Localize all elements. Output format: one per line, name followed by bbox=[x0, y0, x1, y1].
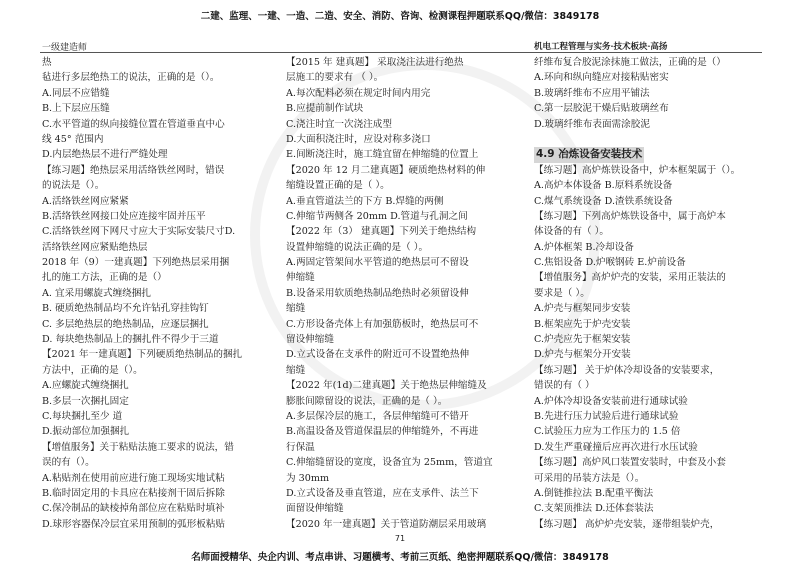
text-line: 【2020 年一建真题】关于管道防潮层采用玻璃 bbox=[286, 518, 487, 530]
text-line: C.支架顶推法 D.还体套装法 bbox=[534, 503, 654, 515]
text-line: A.同层不应错缝 bbox=[42, 87, 110, 99]
text-line: D. 每块绝热制品上的捆扎件不得少于三道 bbox=[42, 334, 219, 346]
text-line: B.先进行压力试验后进行通球试验 bbox=[534, 410, 679, 422]
text-line: E.间断浇注时，施工缝宜留在伸缩缝的位置上 bbox=[286, 149, 479, 161]
text-line: C.伸缩缝留设的宽度，设备宜为 25mm，管道宜 bbox=[286, 457, 493, 469]
text-line: 体设备的有（ ）。 bbox=[534, 226, 609, 238]
text-line: A.炉壳与框架同步安装 bbox=[534, 303, 631, 315]
text-line: D.球形容器保冷层宜采用预制的弧形板粘贴 bbox=[42, 518, 226, 530]
text-line: 【练习题】 高炉炉壳安装，逐带组装炉壳， bbox=[534, 518, 720, 530]
bottom-contact-banner: 名师面授精华、央企内训、考点串讲、习题横考、考前三页纸、绝密押题联系QQ/微信：3849178 bbox=[191, 552, 609, 563]
text-line: D.立式设备在支承件的附近可不设置绝热伸 bbox=[286, 349, 470, 361]
text-line: 缩缝设置正确的是（ ）。 bbox=[286, 180, 390, 192]
text-line: 为 30mm bbox=[286, 472, 330, 484]
text-line: B.框架应先于炉壳安装 bbox=[534, 318, 631, 330]
text-line: 【2022 年(1d)二建真题】关于绝热层伸缩缝及 bbox=[286, 380, 487, 392]
text-line: 膨胀间隙留设的说法，正确的是（ ）。 bbox=[286, 395, 448, 407]
text-line: 可采用的吊装方法是（）。 bbox=[534, 472, 645, 484]
text-line: 【练习题】 关于炉体冷却设备的安装要求， bbox=[534, 364, 720, 376]
text-line: 【2022 年（3） 建真题】下列关于绝热结构 bbox=[286, 226, 477, 238]
text-line: 错误的有（ ） bbox=[534, 380, 595, 392]
text-line: 2018 年（9）一建真题】下列绝热层采用捆 bbox=[42, 257, 230, 269]
text-line: C.第一层胶泥干燥后贴玻璃丝布 bbox=[534, 103, 669, 115]
book-series-header: 一级建造师 bbox=[42, 43, 88, 53]
text-line: 活络铁丝网应紧贴绝热层 bbox=[42, 241, 148, 253]
text-line: B.活络铁丝网接口处应连接牢固并压平 bbox=[42, 210, 206, 222]
text-line: 扎的施工方法，正确的是（） bbox=[42, 272, 167, 284]
text-line: 【练习题】绝热层采用活络铁丝网时，错误 bbox=[42, 164, 225, 176]
chapter-header: 机电工程管理与实务·技术板块·高扬 bbox=[534, 42, 668, 52]
text-line: A.两固定管架间水平管道的绝热层可不留设 bbox=[286, 257, 469, 269]
text-line: 线 45° 范围内 bbox=[42, 133, 104, 145]
text-line: D.立式设备及垂直管道，应在支承件、法兰下 bbox=[286, 487, 479, 499]
text-line: 伸缩缝 bbox=[286, 272, 315, 284]
section-heading-line bbox=[534, 147, 762, 162]
text-line: B.上下层应压缝 bbox=[42, 103, 110, 115]
text-line: A.粘贴剂在使用前应进行施工现场实地试粘 bbox=[42, 472, 225, 484]
text-line: C.浇注时宜一次浇注成型 bbox=[286, 118, 392, 130]
text-line: D.内层绝热层不进行严缝处理 bbox=[42, 149, 168, 161]
text-line: 【练习题】高炉风口装置安装时，中套及小套 bbox=[534, 457, 726, 469]
text-line: C.试验压力应为工作压力的 1.5 倍 bbox=[534, 426, 681, 438]
text-line: 缩缝 bbox=[286, 303, 306, 315]
text-line: 误的有（）。 bbox=[42, 457, 95, 469]
text-line: A.每次配料必须在规定时间内用完 bbox=[286, 87, 431, 99]
text-line: B.玻璃纤维布不应用平铺法 bbox=[534, 87, 650, 99]
column-right bbox=[534, 55, 762, 532]
text-line: B. 硬质绝热制品均不允许钻孔穿挂钩钉 bbox=[42, 303, 209, 315]
text-line: C.伸缩节两侧各 20mm D.管道与孔洞之间 bbox=[286, 210, 468, 222]
text-line: A.活络铁丝网应紧紧 bbox=[42, 195, 129, 207]
text-line: 【练习题】下列高炉炼铁设备中，属于高炉本 bbox=[534, 210, 726, 222]
text-line: 面留设伸缩缝 bbox=[286, 503, 344, 515]
text-line: 缩缝 bbox=[286, 364, 306, 376]
text-line: D.发生严重碰撞后应再次进行水压试验 bbox=[534, 441, 698, 453]
text-line: C.炉壳应先于框架安装 bbox=[534, 334, 631, 346]
text-line: D.玻璃纤维布表面需涂胶泥 bbox=[534, 118, 650, 130]
text-line: 设置伸缩缝的说法正确的是（ ）。 bbox=[286, 241, 429, 253]
text-line: 【练习题】高炉炼铁设备中，炉本框架属于（）。 bbox=[534, 164, 741, 176]
text-line: D.振动部位加强捆扎 bbox=[42, 426, 130, 438]
text-line: 【增值服务】高炉炉壳的安装，采用正装法的 bbox=[534, 272, 726, 284]
header-divider bbox=[40, 52, 762, 53]
text-line: A.炉体冷却设备安装前进行通球试验 bbox=[534, 395, 688, 407]
text-line: C.焦铝设备 D.炉喉钢砖 E.炉前设备 bbox=[534, 257, 686, 269]
text-line: 要求是（ ）。 bbox=[534, 287, 590, 299]
text-line: 的说法是（）。 bbox=[42, 180, 105, 192]
text-line: A.环向和纵向缝应对接粘贴密实 bbox=[534, 72, 669, 84]
text-line: D.大面积浇注时，应设对称多浇口 bbox=[286, 133, 431, 145]
text-line: A.炉体框架 B.冷却设备 bbox=[534, 241, 634, 253]
text-line: C. 多层绝热层的绝热制品，应逐层捆扎 bbox=[42, 318, 209, 330]
text-line: 行保温 bbox=[286, 441, 315, 453]
top-contact-banner: 二建、监理、一建、一造、二造、安全、消防、咨询、检测课程押题联系QQ/微信：3849178 bbox=[200, 11, 600, 22]
text-line: C.活络铁丝网下网尺寸应大于实际安装尺寸D. bbox=[42, 226, 236, 238]
text-line: C.保冷制品的缺棱掉角部位应在粘贴时填补 bbox=[42, 503, 225, 515]
text-line: A.垂直管道法兰的下方 B.焊缝的两侧 bbox=[286, 195, 444, 207]
text-line: 留设伸缩缝 bbox=[286, 334, 334, 346]
text-line: 方法中，正确的是（）。 bbox=[42, 364, 143, 376]
text-line: C.方形设备壳体上有加强筋板时，绝热层可不 bbox=[286, 318, 479, 330]
text-line: A. 宜采用螺旋式缠绕捆扎 bbox=[42, 287, 151, 299]
text-line: 【2020 年 12 月二建真题】硬质绝热材料的伸 bbox=[286, 164, 486, 176]
text-line: B.应提前制作试块 bbox=[286, 103, 364, 115]
text-line: 【2015 年 建真题】 采取浇注法进行绝热 bbox=[286, 57, 464, 68]
text-line: B.高温设备及管道保温层的伸缩缝外，不再进 bbox=[286, 426, 479, 438]
text-line: C.煤气系统设备 D.渣铁系统设备 bbox=[534, 195, 673, 207]
text-line: 热 bbox=[42, 57, 52, 68]
text-line bbox=[534, 132, 762, 147]
page-number: 71 bbox=[394, 534, 406, 543]
text-line: 【2021 年一建真题】下列硬质绝热制品的捆扎 bbox=[42, 349, 243, 361]
text-line: B.设备采用软质绝热制品绝热时必须留设伸 bbox=[286, 287, 469, 299]
column-middle bbox=[286, 55, 522, 532]
text-line: A.应螺旋式缠绕捆扎 bbox=[42, 380, 129, 392]
text-line: D.炉壳与框架分开安装 bbox=[534, 349, 631, 361]
text-line: 毡进行多层绝热工的说法，正确的是（）。 bbox=[42, 72, 220, 84]
text-line: A.倒链推拉法 B.配重平衡法 bbox=[534, 487, 654, 499]
text-line: C.水平管道的纵向接缝位置在管道垂直中心 bbox=[42, 118, 225, 130]
text-line: A.高炉本体设备 B.原料系统设备 bbox=[534, 180, 673, 192]
text-line: 【增值服务】关于粘贴法施工要求的说法，错 bbox=[42, 441, 234, 453]
text-line: A.多层保冷层的施工，各层伸缩缝可不错开 bbox=[286, 410, 469, 422]
text-line: 层施工的要求有 （ ）。 bbox=[286, 72, 384, 84]
section-heading: 4.9 冶炼设备安装技术 bbox=[534, 147, 644, 162]
text-line: 纤维布复合胶泥涂抹施工做法，正确的是（） bbox=[534, 57, 726, 68]
text-line: B.临时固定用的卡具应在粘接剂干固后拆除 bbox=[42, 487, 225, 499]
text-line: C.每块捆扎至少 道 bbox=[42, 410, 123, 422]
text-line: B.多层一次捆扎固定 bbox=[42, 395, 129, 407]
column-left bbox=[42, 55, 277, 532]
